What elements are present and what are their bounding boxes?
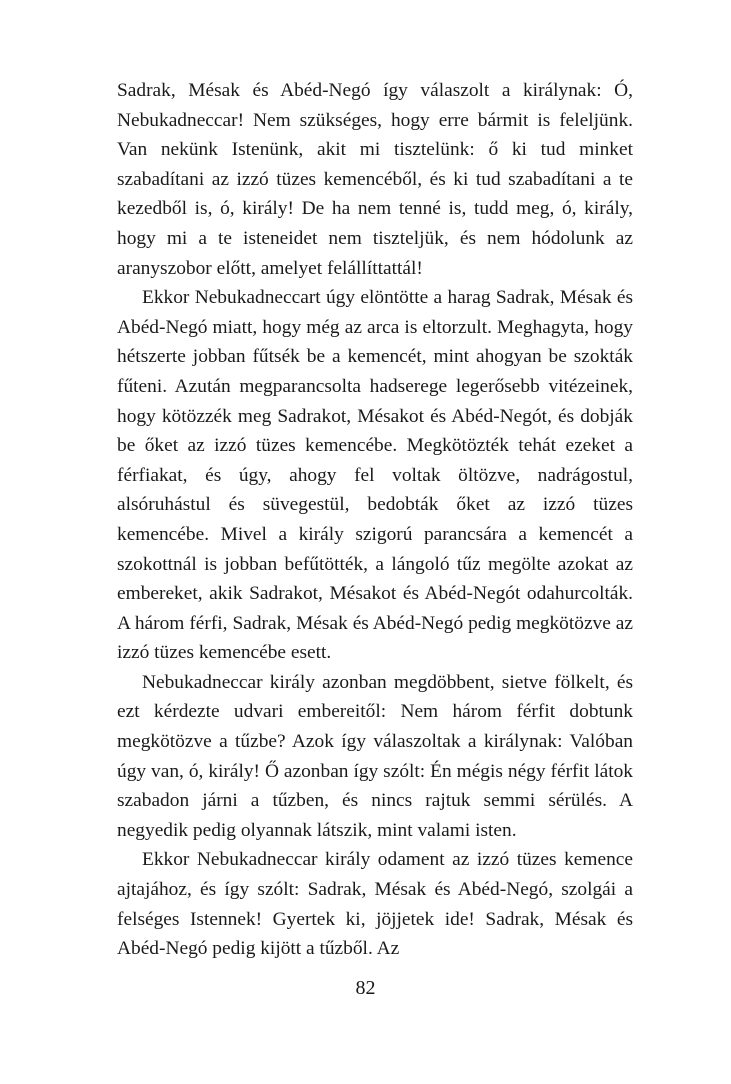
paragraph-1: Sadrak, Mésak és Abéd-Negó így válaszolt a királynak: Ó, Nebukadneccar! Nem szükséges, hogy erre bármit is feleljünk. Van nekünk Istenünk, akit mi tisztelünk: ő ki tud minket szabadítani az izzó tüzes kemencéből, és ki tud szabadítani a te kezedből is, ó, király! De ha nem tenné is, tudd meg, ó, király, hogy mi a te isteneidet nem tiszteljük, és nem hódolunk az aranyszobor előtt, amelyet felállíttattál! xyxy=(117,80,633,279)
paragraph-2: Ekkor Nebukadneccart úgy elöntötte a harag Sadrak, Mésak és Abéd-Negó miatt, hogy még az arca is eltorzult. Meghagyta, hogy hétszerte jobban fűtsék be a kemencét, mint ahogyan be szokták fűteni. Azután megparancsolta hadserege legerősebb vitézeinek, hogy kötözzék meg Sadrakot, Mésakot és Abéd-Negót, és dobják be őket az izzó tüzes kemencébe. Megkötözték tehát ezeket a férfiakat, és úgy, ahogy fel voltak öltözve, nadrágostul, alsóruhástul és süvegestül, bedobták őket az izzó tüzes kemencébe. Mivel a király szigorú parancsára a kemencét a szokottnál is jobban befűtötték, a lángoló tűz megölte azokat az embereket, akik Sadrakot, Mésakot és Abéd-Negót odahurcolták. A három férfi, Sadrak, Mésak és Abéd-Negó pedig megkötözve az izzó tüzes kemencébe esett. xyxy=(117,287,633,664)
paragraph-3: Nebukadneccar király azonban megdöbbent, sietve fölkelt, és ezt kérdezte udvari embereitől: Nem három férfit dobtunk megkötözve a tűzbe? Azok így válaszoltak a királynak: Valóban úgy van, ó, király! Ő azonban így szólt: Én mégis négy férfit látok szabadon járni a tűzben, és nincs rajtuk semmi sérülés. A negyedik pedig olyannak látszik, mint valami isten. xyxy=(117,671,633,841)
paragraph-4: Ekkor Nebukadneccar király odament az izzó tüzes kemence ajtajához, és így szólt: Sadrak, Mésak és Abéd-Negó, szolgái a felséges Istennek! Gyertek ki, jöjjetek ide! Sadrak, Mésak és Abéd-Negó pedig kijött a tűzből. Az xyxy=(117,849,633,960)
page-number: 82 xyxy=(355,977,376,999)
text-body xyxy=(117,76,633,964)
page-content xyxy=(117,76,633,964)
